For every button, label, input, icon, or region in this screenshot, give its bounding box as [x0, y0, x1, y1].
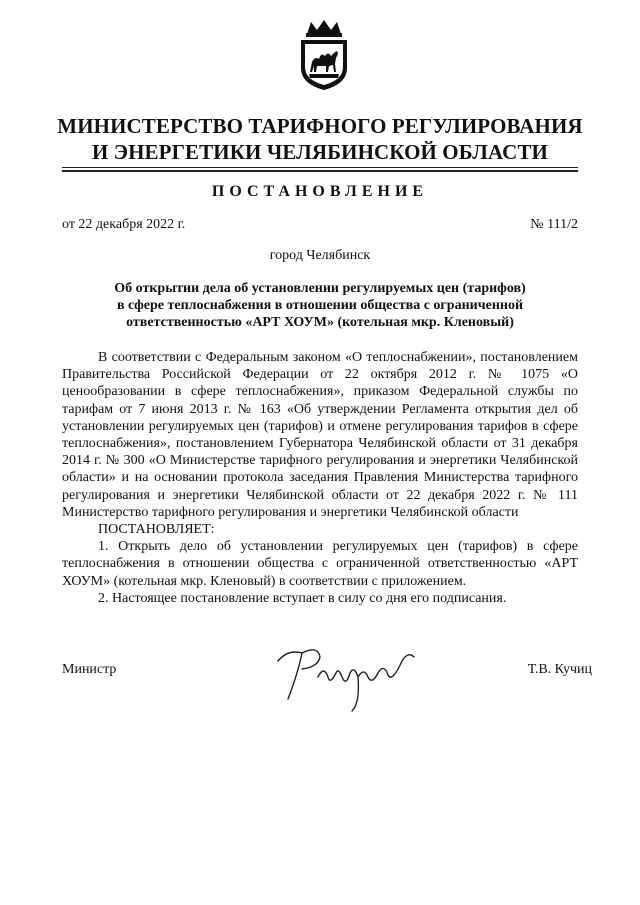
resolution-item-2: 2. Настоящее постановление вступает в силу со дня его подписания. — [98, 590, 507, 606]
document-city: город Челябинск — [269, 248, 371, 263]
document-date: от 22 декабря 2022 г. — [62, 217, 186, 232]
preamble-paragraph: В соответствии с Федеральным законом «О теплоснабжении», постановлением Правительства Российской Федерации от 22 октября 2012 г. № 1075 «О ценообразовании в сфере теплоснабжения», приказом Федеральной службы по тарифам от 7 июня 2013 г. № 163 «Об утверждении Регламента открытия дел об установлении регулируемых цен (тарифов) и отмене регулирования тарифов в сфере теплоснабжения», постановлением Губернатора Челябинской области от 31 декабря 2014 г. № 300 «О Министерстве тарифного регулирования и энергетики Челябинской области» и на основании протокола заседания Правления Министерства тарифного регулирования и энергетики Челябинской области от 22 декабря 2022 г. № 111 Министерство тарифного регулирования и энергетики Челябинской области — [62, 350, 578, 520]
document-number: № 111/2 — [530, 217, 578, 232]
coat-of-arms-icon — [293, 18, 355, 92]
subject-line3: ответственностью «АРТ ХОУМ» (котельная мкр. Кленовый) — [126, 315, 514, 330]
document-body — [62, 349, 578, 607]
document-subject — [95, 280, 545, 331]
ministry-name-line1: МИНИСТЕРСТВО ТАРИФНОГО РЕГУЛИРОВАНИЯ — [57, 114, 583, 138]
subject-line1: Об открытии дела об установлении регулируемых цен (тарифов) — [114, 281, 526, 296]
subject-line2: в сфере теплоснабжения в отношении общества с ограниченной — [116, 298, 524, 313]
document-type: ПОСТАНОВЛЕНИЕ — [211, 183, 429, 200]
resolves-heading: ПОСТАНОВЛЯЕТ: — [98, 522, 215, 538]
header-divider — [62, 167, 578, 168]
ministry-name-line2: И ЭНЕРГЕТИКИ ЧЕЛЯБИНСКОЙ ОБЛАСТИ — [92, 140, 548, 164]
signatory-role: Министр — [62, 662, 117, 677]
resolution-item-1: 1. Открыть дело об установлении регулируемых цен (тарифов) в сфере теплоснабжения в отношении общества с ограниченной ответственностью «АРТ ХОУМ» (котельная мкр. Кленовый) в соответствии с приложением. — [62, 539, 578, 589]
signatory-name: Т.В. Кучиц — [527, 662, 592, 677]
header-divider-thick — [62, 170, 578, 172]
ministry-name — [40, 113, 600, 165]
signature-icon — [258, 643, 426, 713]
